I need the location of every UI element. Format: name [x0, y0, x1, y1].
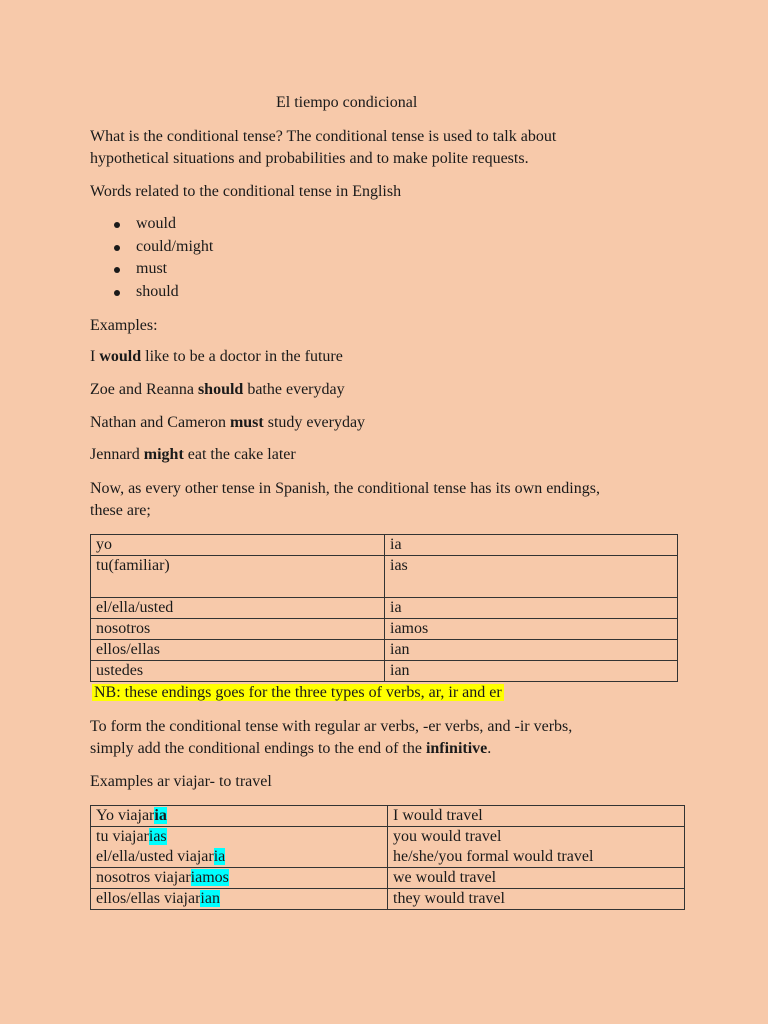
example-text: bathe everyday	[243, 381, 345, 398]
example-text: Zoe and Reanna	[90, 381, 198, 398]
list-item: would	[112, 213, 213, 236]
example-text: like to be a doctor in the future	[141, 348, 343, 365]
verb-stem: nosotros viajar	[96, 869, 191, 886]
translation-cell	[388, 827, 685, 868]
verb-stem: tu viajar	[96, 828, 149, 845]
translation-text: he/she/you formal would travel	[393, 848, 594, 865]
pronoun-cell: ellos/ellas	[91, 640, 385, 661]
form-paragraph	[90, 716, 572, 760]
ending-highlight: iamos	[190, 869, 229, 886]
pronoun-cell: nosotros	[91, 619, 385, 640]
verb-stem: ellos/ellas viajar	[96, 890, 201, 907]
verb-stem: Yo viajar	[96, 807, 155, 824]
ending-cell: ia	[385, 535, 678, 556]
words-heading: Words related to the conditional tense in English	[90, 183, 402, 200]
table-row	[91, 827, 685, 868]
table-row	[91, 619, 678, 640]
example-keyword: might	[143, 446, 184, 463]
table-row	[91, 806, 685, 827]
ending-cell: ias	[385, 556, 678, 598]
ending-cell: ia	[385, 598, 678, 619]
endings-intro-line-1: Now, as every other tense in Spanish, the conditional tense has its own endings,	[90, 480, 600, 497]
example-sentence	[90, 346, 343, 368]
translation-cell: I would travel	[388, 806, 685, 827]
pronoun-cell: tu(familiar)	[91, 556, 385, 598]
example-text: I	[90, 348, 100, 365]
example-text: study everyday	[263, 414, 366, 431]
words-list	[112, 213, 213, 303]
list-item: must	[112, 258, 213, 281]
form-line-1: To form the conditional tense with regular ar verbs, -er verbs, and -ir verbs,	[90, 718, 573, 735]
intro-paragraph	[90, 126, 556, 170]
ending-highlight: ias	[148, 828, 167, 845]
conjugation-table	[90, 805, 685, 910]
intro-line-2: hypothetical situations and probabilities and to make polite requests.	[90, 150, 529, 167]
list-item: could/might	[112, 236, 213, 259]
form-line-2: simply add the conditional endings to the end of the	[90, 740, 426, 757]
pronoun-cell: yo	[91, 535, 385, 556]
table-row	[91, 661, 678, 682]
endings-intro-line-2: these are;	[90, 502, 151, 519]
example-sentence	[90, 379, 345, 401]
nb-note	[92, 684, 504, 702]
ending-cell: ian	[385, 640, 678, 661]
conjugation-cell	[91, 827, 388, 868]
translation-cell: they would travel	[388, 889, 685, 910]
table-row	[91, 640, 678, 661]
table-row	[91, 556, 678, 598]
table-row	[91, 889, 685, 910]
table-row	[91, 535, 678, 556]
example-text: eat the cake later	[183, 446, 296, 463]
verb-stem: el/ella/usted viajar	[96, 848, 214, 865]
ending-highlight: ian	[200, 890, 220, 907]
page-title: El tiempo condicional	[276, 94, 418, 111]
example-sentence	[90, 444, 296, 466]
example-keyword: should	[197, 381, 244, 398]
conjugation-cell	[91, 806, 388, 827]
conjugation-cell	[91, 889, 388, 910]
example-sentence	[90, 412, 365, 434]
ending-highlight: ia	[154, 807, 167, 824]
ending-cell: ian	[385, 661, 678, 682]
pronoun-cell: ustedes	[91, 661, 385, 682]
example-keyword: would	[99, 348, 142, 365]
infinitive-keyword: infinitive	[425, 740, 488, 757]
form-line-2-end: .	[487, 740, 492, 757]
table-row	[91, 598, 678, 619]
nb-note-text: NB: these endings goes for the three types of verbs, ar, ir and er	[94, 684, 502, 701]
intro-line-1: What is the conditional tense? The conditional tense is used to talk about	[90, 128, 557, 145]
example-text: Nathan and Cameron	[90, 414, 230, 431]
pronoun-cell: el/ella/usted	[91, 598, 385, 619]
table-row	[91, 868, 685, 889]
example-text: Jennard	[90, 446, 144, 463]
endings-intro	[90, 478, 600, 522]
ending-highlight: ia	[213, 848, 226, 865]
examples-heading: Examples:	[90, 317, 158, 334]
ending-cell: iamos	[385, 619, 678, 640]
example-keyword: must	[229, 414, 264, 431]
endings-table	[90, 534, 678, 682]
conjugation-cell	[91, 868, 388, 889]
translation-text: you would travel	[393, 828, 502, 845]
translation-cell: we would travel	[388, 868, 685, 889]
list-item: should	[112, 281, 213, 304]
ar-examples-heading: Examples ar viajar- to travel	[90, 773, 272, 790]
